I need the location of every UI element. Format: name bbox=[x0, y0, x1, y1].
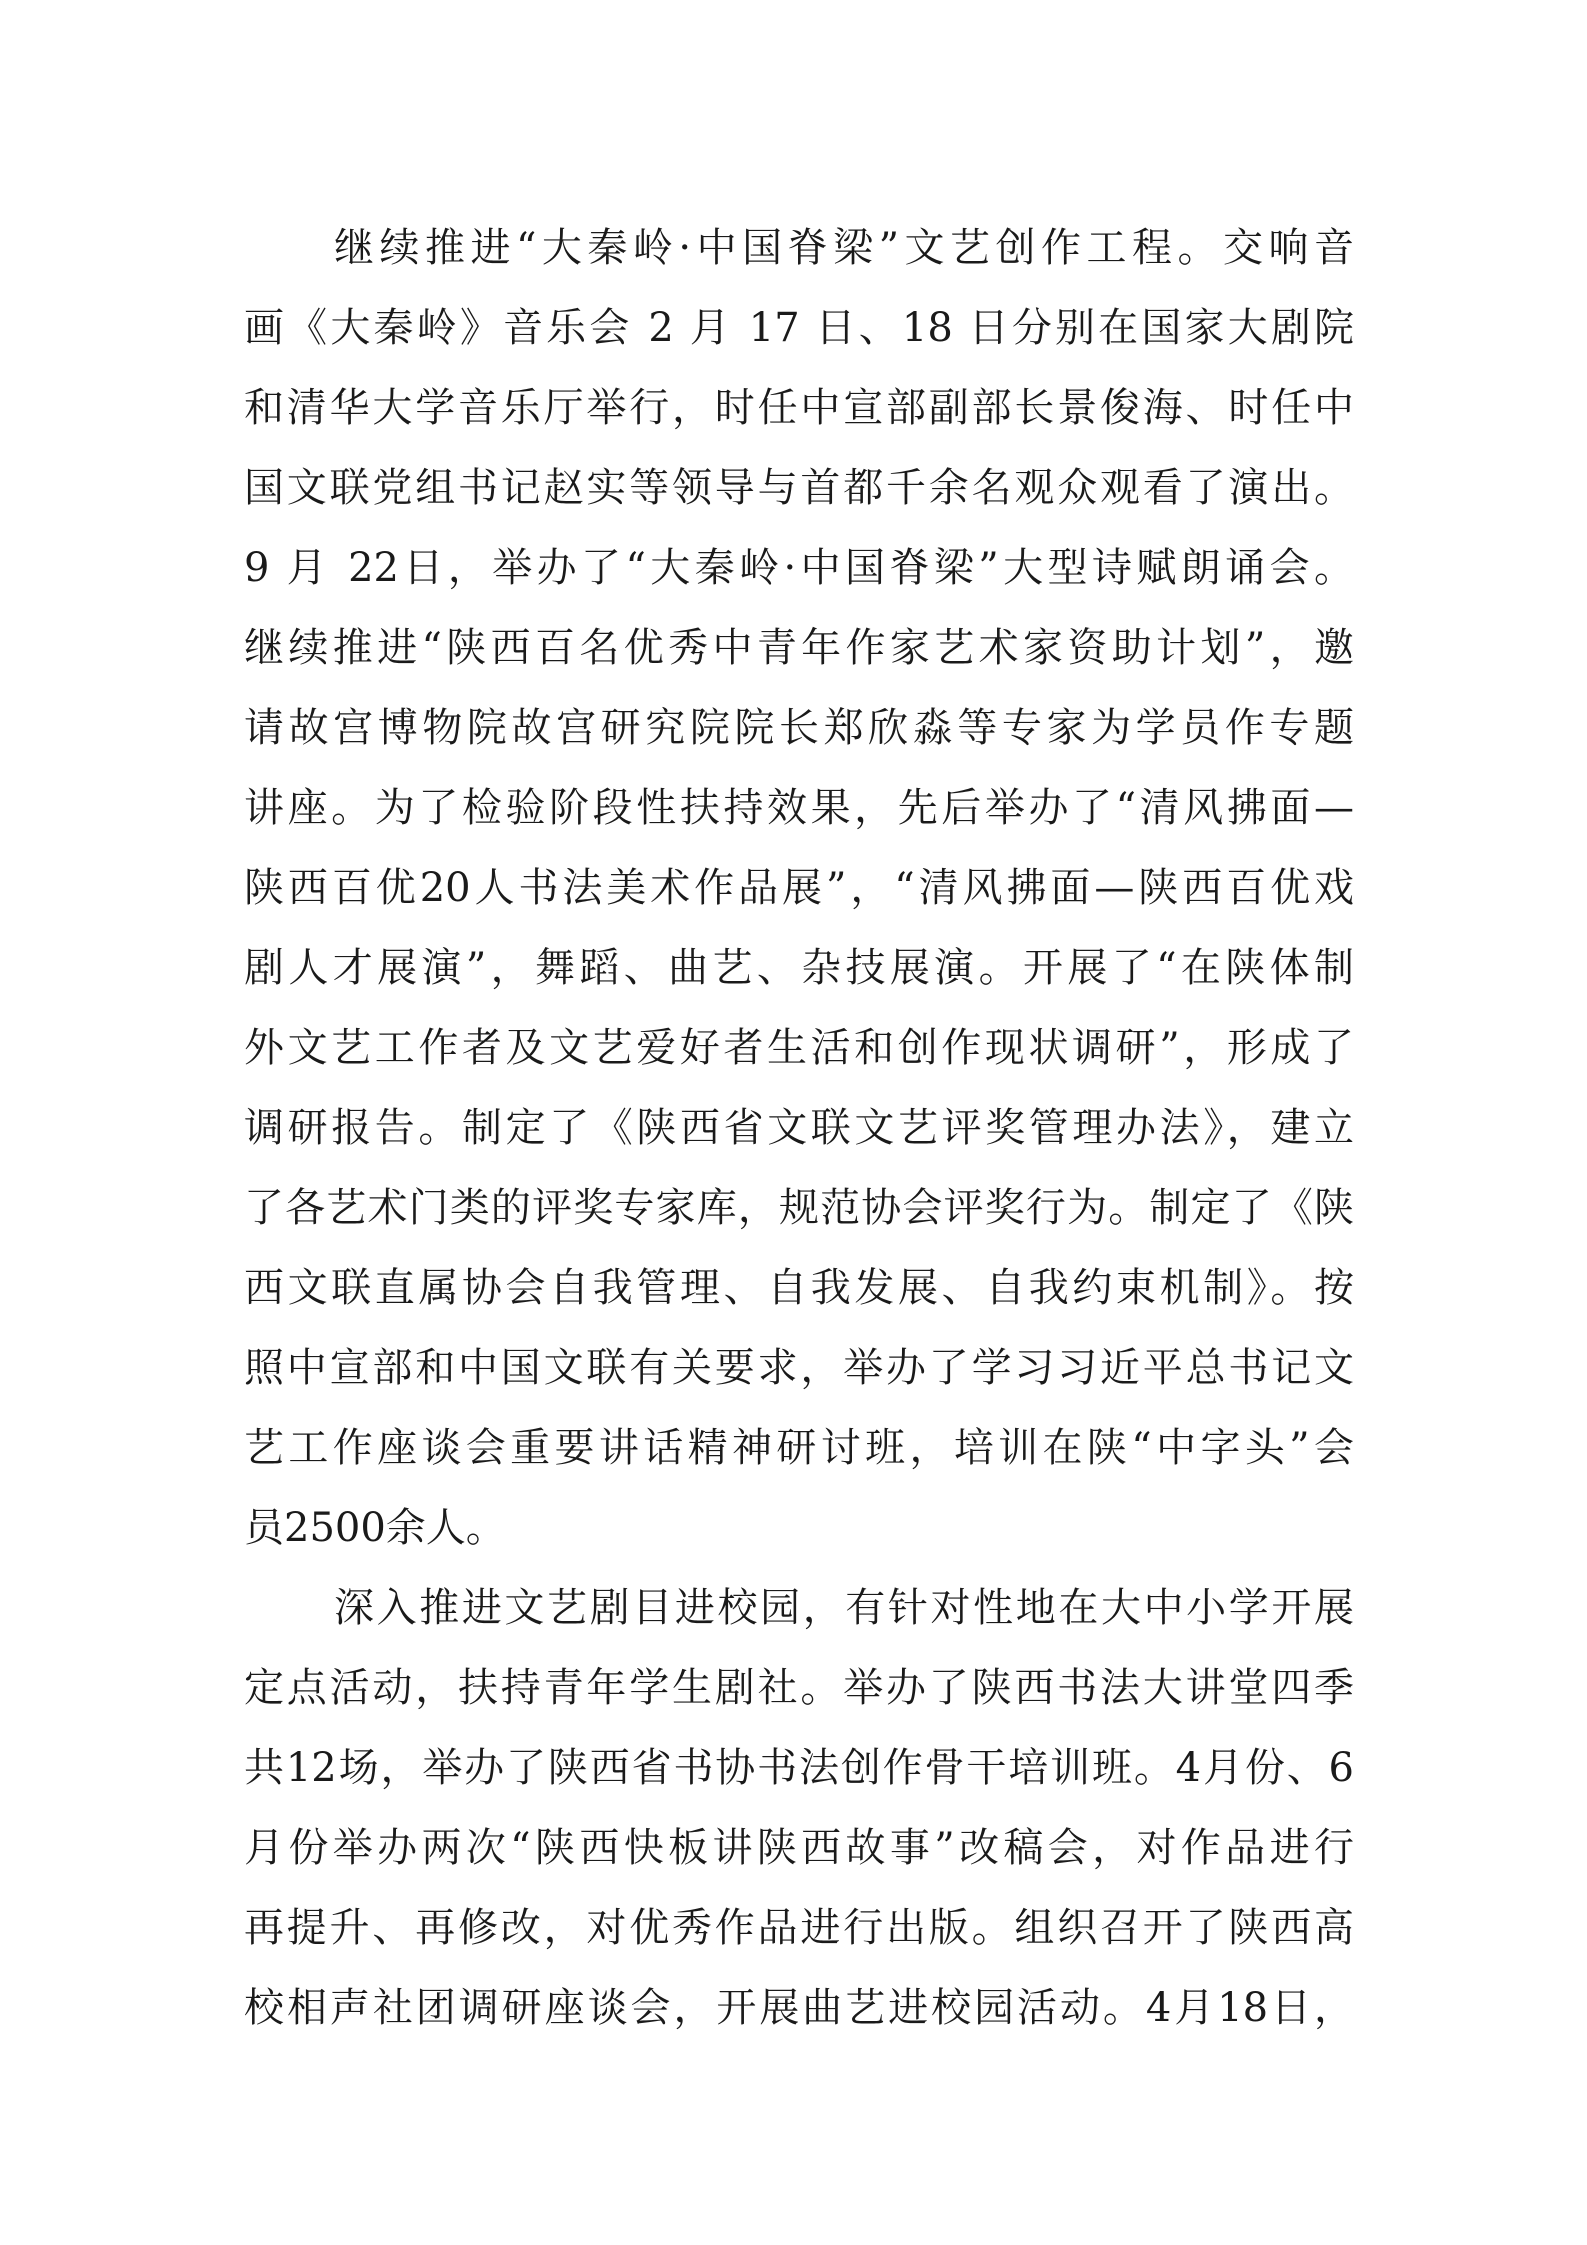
text-line: 调研报告。制定了《陕西省文联文艺评奖管理办法》，建立 bbox=[244, 1105, 1354, 1151]
text-line: 请故宫博物院故宫研究院院长郑欣淼等专家为学员作专题 bbox=[244, 705, 1354, 751]
text-line: 月份举办两次“陕西快板讲陕西故事”改稿会，对作品进行 bbox=[244, 1825, 1354, 1871]
text-line: 剧人才展演”，舞蹈、曲艺、杂技展演。开展了“在陕体制 bbox=[244, 945, 1354, 991]
text-line: 讲座。为了检验阶段性扶持效果，先后举办了“清风拂面— bbox=[244, 785, 1354, 831]
text-line: 国文联党组书记赵实等领导与首都千余名观众观看了演出。 bbox=[244, 465, 1354, 511]
text-line: 照中宣部和中国文联有关要求，举办了学习习近平总书记文 bbox=[244, 1345, 1354, 1391]
text-line: 共12场，举办了陕西省书协书法创作骨干培训班。4月份、6 bbox=[244, 1745, 1354, 1791]
text-line: 再提升、再修改，对优秀作品进行出版。组织召开了陕西高 bbox=[244, 1905, 1354, 1951]
text-line: 员2500余人。 bbox=[244, 1505, 506, 1551]
text-line: 画《大秦岭》音乐会 2 月 17 日、18 日分别在国家大剧院 bbox=[244, 305, 1354, 351]
text-line: 了各艺术门类的评奖专家库，规范协会评奖行为。制定了《陕 bbox=[244, 1185, 1354, 1231]
text-line: 和清华大学音乐厅举行，时任中宣部副部长景俊海、时任中 bbox=[244, 385, 1354, 431]
paragraph-1 bbox=[244, 208, 1354, 1568]
text-line: 陕西百优20人书法美术作品展”，“清风拂面—陕西百优戏 bbox=[244, 865, 1354, 911]
text-line: 校相声社团调研座谈会，开展曲艺进校园活动。4月18日， bbox=[244, 1985, 1354, 2031]
body-text bbox=[244, 208, 1354, 2048]
text-line: 外文艺工作者及文艺爱好者生活和创作现状调研”，形成了 bbox=[244, 1025, 1354, 1071]
text-line: 定点活动，扶持青年学生剧社。举办了陕西书法大讲堂四季 bbox=[244, 1665, 1354, 1711]
text-line: 9 月 22日，举办了“大秦岭·中国脊梁”大型诗赋朗诵会。 bbox=[244, 545, 1354, 591]
text-line: 深入推进文艺剧目进校园，有针对性地在大中小学开展 bbox=[334, 1585, 1354, 1631]
text-line: 艺工作座谈会重要讲话精神研讨班，培训在陕“中字头”会 bbox=[244, 1425, 1354, 1471]
text-line: 继续推进“陕西百名优秀中青年作家艺术家资助计划”，邀 bbox=[244, 625, 1354, 671]
paragraph-2 bbox=[244, 1568, 1354, 2048]
text-line: 继续推进“大秦岭·中国脊梁”文艺创作工程。交响音 bbox=[334, 225, 1354, 271]
text-line: 西文联直属协会自我管理、自我发展、自我约束机制》。按 bbox=[244, 1265, 1354, 1311]
